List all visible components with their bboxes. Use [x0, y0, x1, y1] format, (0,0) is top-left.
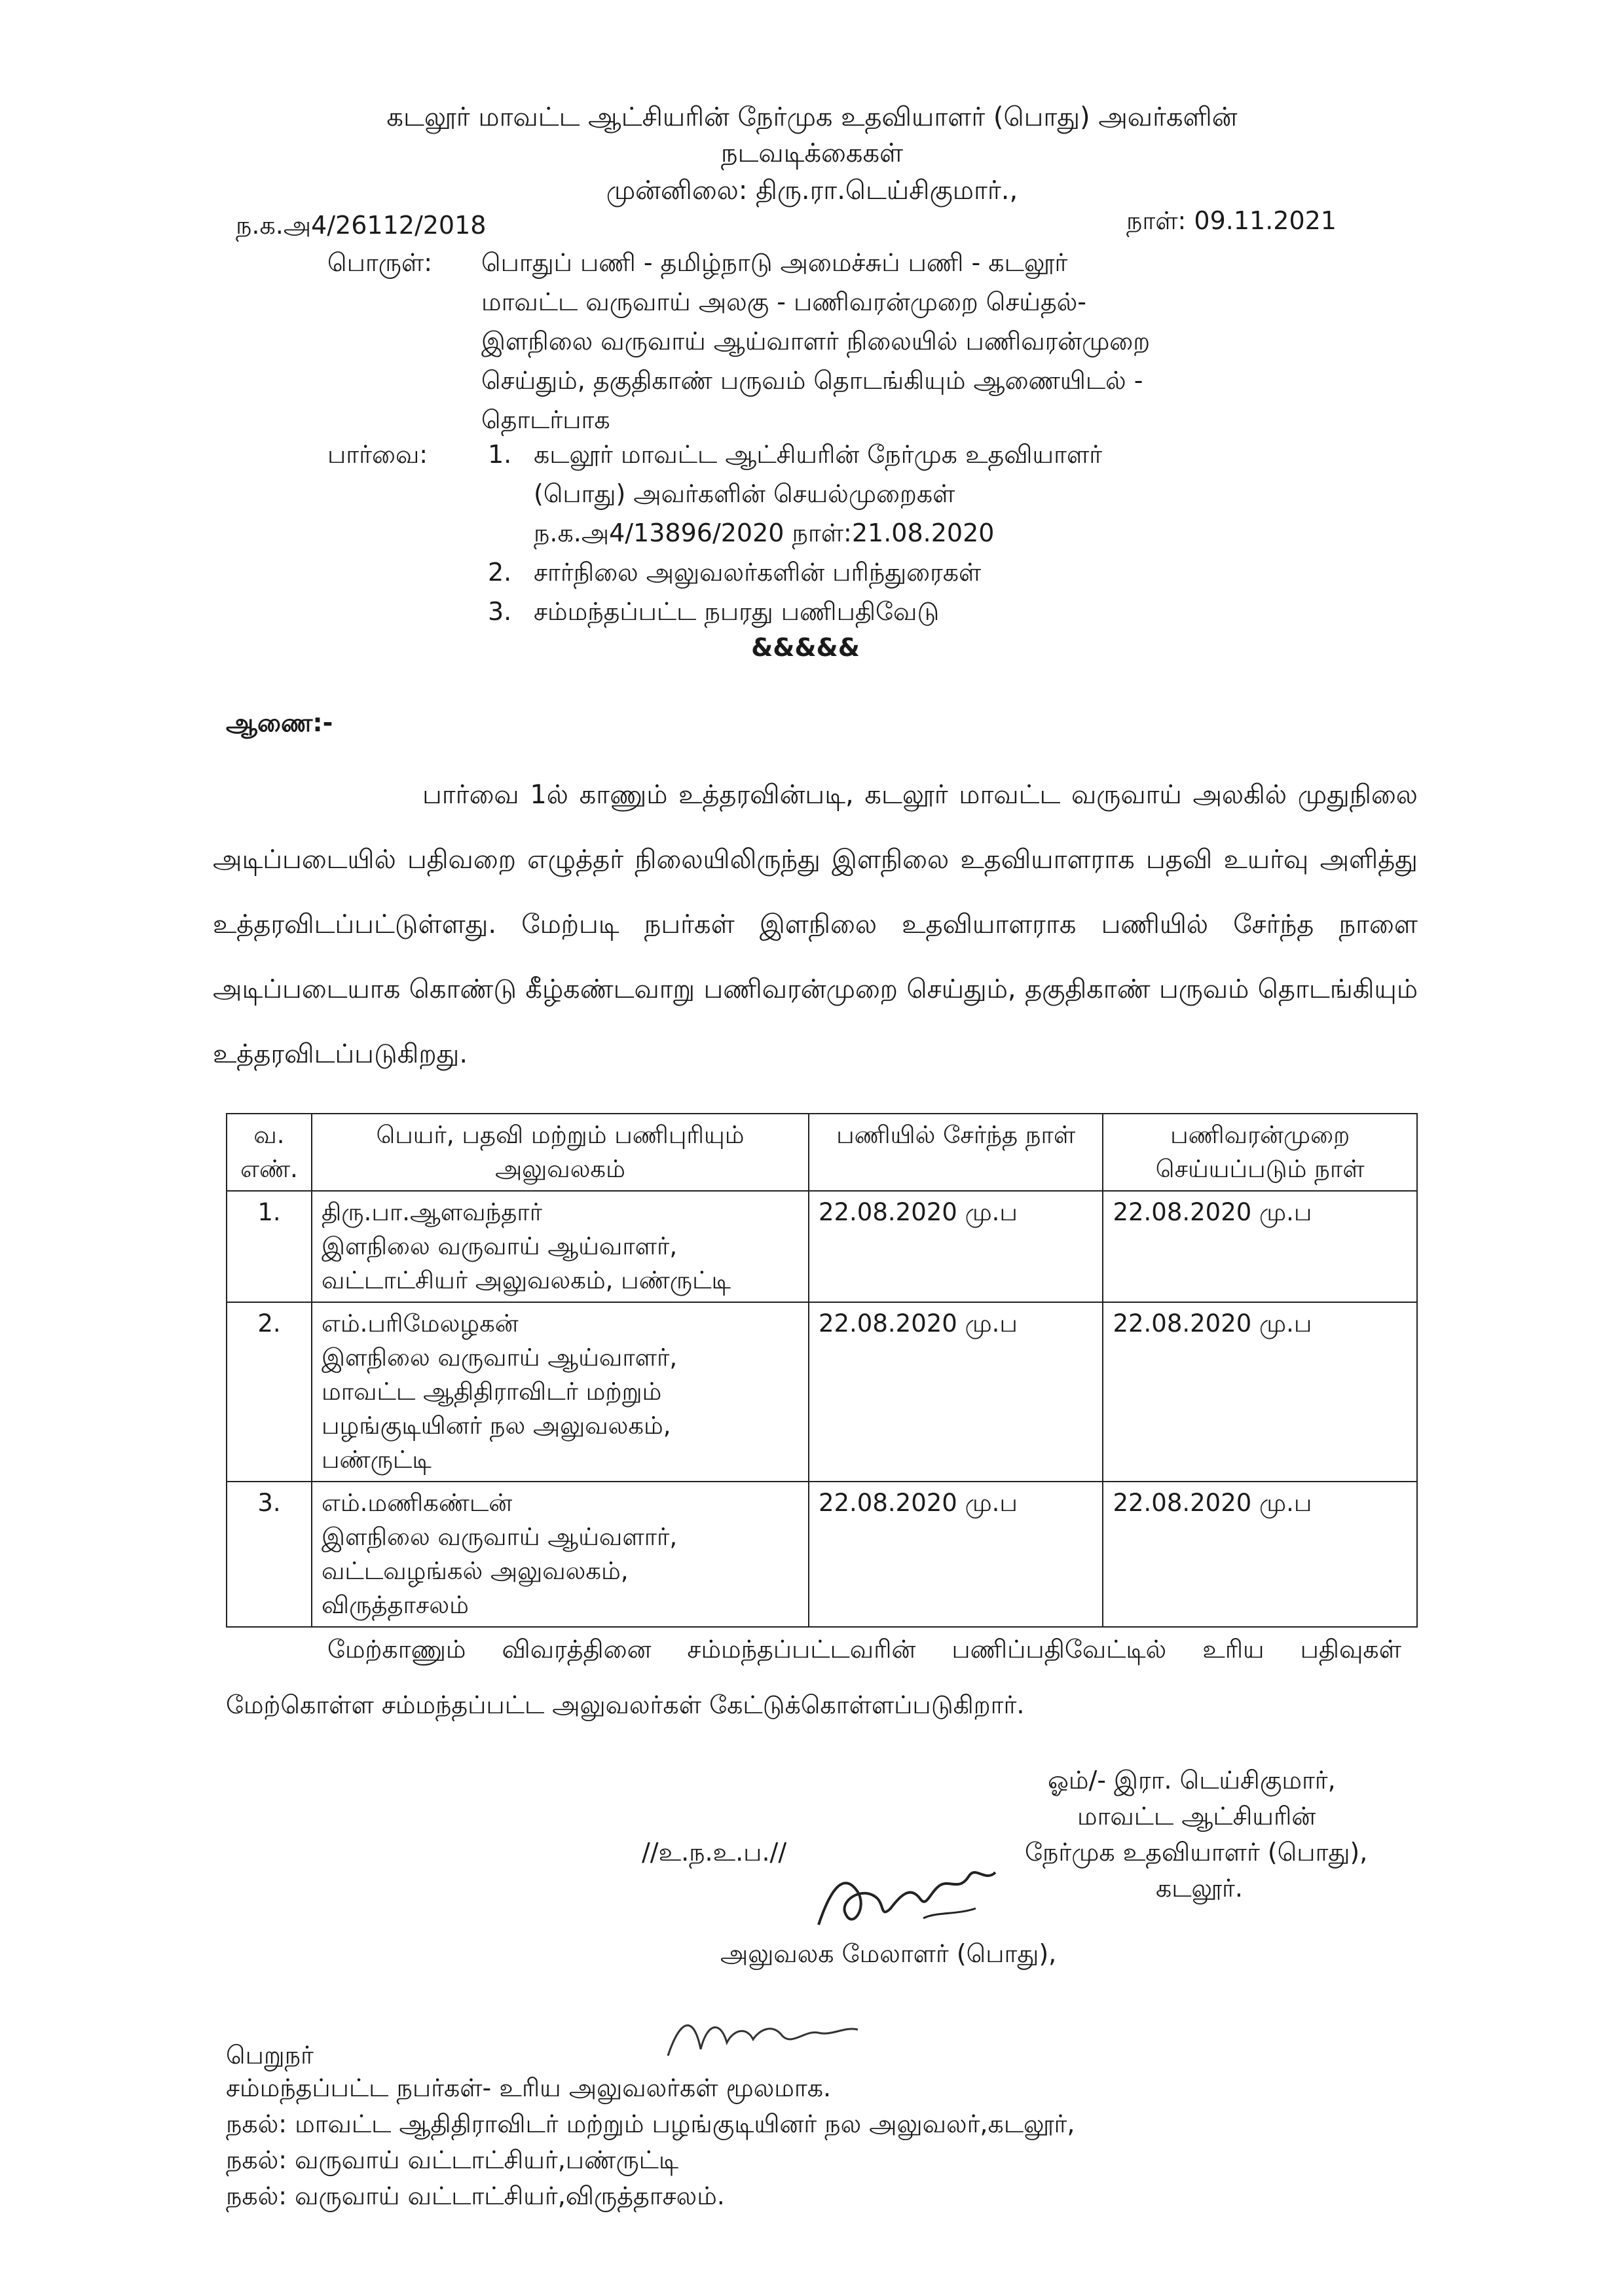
header-joined: பணியில் சேர்ந்த நாள் — [809, 1114, 1103, 1191]
reference-item-3: சம்மந்தப்பட்ட நபரது பணிபதிவேடு — [534, 597, 940, 626]
reference-item-number: 3. — [488, 597, 512, 626]
copy-line: நகல்: மாவட்ட ஆதிதிராவிடர் மற்றும் பழங்குடியினர் நல அலுவலர்,கடலூர், — [226, 2109, 1075, 2138]
separator: &&&&& — [751, 633, 860, 662]
cell-joined: 22.08.2020 மு.ப — [809, 1302, 1103, 1482]
signatory-designation-1: மாவட்ட ஆட்சியரின் — [1077, 1802, 1316, 1831]
name-line: பழங்குடியினர் நல அலுவலகம், — [321, 1412, 671, 1440]
name-line: வட்டாட்சியர் அலுவலகம், பண்ருட்டி — [321, 1266, 731, 1294]
subject-line: இளநிலை வருவாய் ஆய்வாளர் நிலையில் பணிவரன்முறை — [481, 327, 1151, 355]
name-line: இளநிலை வருவாய் ஆய்வாளர், — [321, 1232, 678, 1260]
header-sno: வ. எண். — [227, 1114, 312, 1191]
signatory-designation-2: நேர்முக உதவியாளர் (பொது), — [1025, 1838, 1368, 1867]
true-copy-mark: //உ.ந.உ.ப.// — [642, 1838, 787, 1867]
name-line: வட்டவழங்கல் அலுவலகம், — [321, 1557, 629, 1585]
header-line-3: முன்னிலை: திரு.ரா.டெய்சிகுமார்., — [606, 175, 1018, 206]
name-line: பண்ருட்டி — [321, 1446, 432, 1474]
cell-joined: 22.08.2020 மு.ப — [809, 1191, 1103, 1302]
cell-name — [312, 1302, 809, 1482]
cell-joined: 22.08.2020 மு.ப — [809, 1482, 1103, 1627]
name-line: விருத்தாசலம் — [321, 1591, 469, 1619]
header-name: பெயர், பதவி மற்றும் பணிபுரியும் அலுவலகம் — [312, 1114, 809, 1191]
cell-name — [312, 1482, 809, 1627]
reference-item-number: 1. — [488, 440, 512, 469]
reference-item-2: சார்நிலை அலுவலர்களின் பரிந்துரைகள் — [534, 558, 982, 587]
header-regularized: பணிவரன்முறை செய்யப்படும் நாள் — [1103, 1114, 1417, 1191]
reference-item-line: கடலூர் மாவட்ட ஆட்சியரின் நேர்முக உதவியாளர் — [534, 440, 1103, 469]
table-row — [227, 1302, 1417, 1482]
name-line: மாவட்ட ஆதிதிராவிடர் மற்றும் — [321, 1377, 662, 1406]
name-line: திரு.பா.ஆளவந்தார் — [321, 1198, 543, 1226]
signatory-name: ஓம்/- இரா. டெய்சிகுமார், — [1048, 1766, 1336, 1795]
cell-regularized: 22.08.2020 மு.ப — [1103, 1191, 1417, 1302]
recipient-line: சம்மந்தப்பட்ட நபர்கள்- உரிய அலுவலர்கள் மூலமாக. — [226, 2073, 832, 2102]
reference-number: ந.க.அ4/26112/2018 — [236, 211, 487, 240]
recipients-label: பெறுநர் — [226, 2041, 314, 2069]
header-line-1: கடலூர் மாவட்ட ஆட்சியரின் நேர்முக உதவியாளர் (பொது) அவர்களின் — [386, 102, 1238, 132]
name-line: இளநிலை வருவாய் ஆய்வளார், — [321, 1523, 678, 1551]
reference-item-line: (பொது) அவர்களின் செயல்முறைகள் — [534, 479, 955, 508]
office-manager: அலுவலக மேலாளர் (பொது), — [720, 1939, 1057, 1968]
reference-item-number: 2. — [488, 558, 512, 587]
subject-line: பொதுப் பணி - தமிழ்நாடு அமைச்சுப் பணி - கடலூர் — [481, 248, 1068, 277]
table-row — [227, 1191, 1417, 1302]
cell-regularized: 22.08.2020 மு.ப — [1103, 1482, 1417, 1627]
references-label: பார்வை: — [327, 440, 428, 469]
name-line: எம்.பரிமேலழகன் — [321, 1309, 519, 1338]
table-header-row — [227, 1114, 1417, 1191]
subject-line: மாவட்ட வருவாய் அலகு - பணிவரன்முறை செய்தல்- — [481, 287, 1086, 316]
cell-regularized: 22.08.2020 மு.ப — [1103, 1302, 1417, 1482]
copy-line: நகல்: வருவாய் வட்டாட்சியர்,பண்ருட்டி — [226, 2145, 679, 2174]
name-line: இளநிலை வருவாய் ஆய்வாளர், — [321, 1343, 678, 1372]
name-line: எம்.மணிகண்டன் — [321, 1489, 513, 1517]
reference-date: நாள்: 09.11.2021 — [1126, 206, 1337, 235]
subject-line: தொடர்பாக — [481, 405, 610, 434]
order-label: ஆணை:- — [226, 708, 333, 737]
reference-item-line: ந.க.அ4/13896/2020 நாள்:21.08.2020 — [534, 519, 995, 547]
cell-sno: 1. — [227, 1191, 312, 1302]
reference-item-1 — [534, 435, 1102, 553]
subject-line: செய்தும், தகுதிகாண் பருவம் தொடங்கியும் ஆணையிடல் - — [481, 366, 1143, 395]
closing-line-2: மேற்கொள்ள சம்மந்தப்பட்ட அலுவலர்கள் கேட்டுக்கொள்ளப்படுகிறார். — [226, 1690, 1025, 1719]
header-line-2: நடவடிக்கைகள் — [720, 138, 904, 168]
cell-name — [312, 1191, 809, 1302]
subject-block — [481, 244, 1333, 440]
orders-table — [226, 1113, 1418, 1628]
cell-sno: 3. — [227, 1482, 312, 1627]
signatory-place: கடலூர். — [1156, 1874, 1243, 1903]
cell-sno: 2. — [227, 1302, 312, 1482]
closing-line-1: மேற்காணும் விவரத்தினை சம்மந்தப்பட்டவரின் பணிப்பதிவேட்டில் உரிய பதிவுகள் — [327, 1635, 1401, 1664]
order-paragraph: பார்வை 1ல் காணும் உத்தரவின்படி, கடலூர் மாவட்ட வருவாய் அலகில் முதுநிலை அடிப்படையில் பதிவறை எழுத்தர் நிலையிலிருந்து இளநிலை உதவியாளராக பதவி உயர்வு அளித்து உத்தரவிடப்பட்டுள்ளது. மேற்படி நபர்கள் இளநிலை உதவியாளராக பணியில் சேர்ந்த நாளை அடிப்படையாக கொண்டு கீழ்கண்டவாறு பணிவரன்முறை செய்தும், தகுதிகாண் பருவம் தொடங்கியும் உத்தரவிடப்படுகிறது. — [213, 780, 1418, 1069]
subject-label: பொருள்: — [327, 248, 433, 277]
table-row — [227, 1482, 1417, 1627]
copy-line: நகல்: வருவாய் வட்டாட்சியர்,விருத்தாசலம். — [226, 2181, 725, 2210]
